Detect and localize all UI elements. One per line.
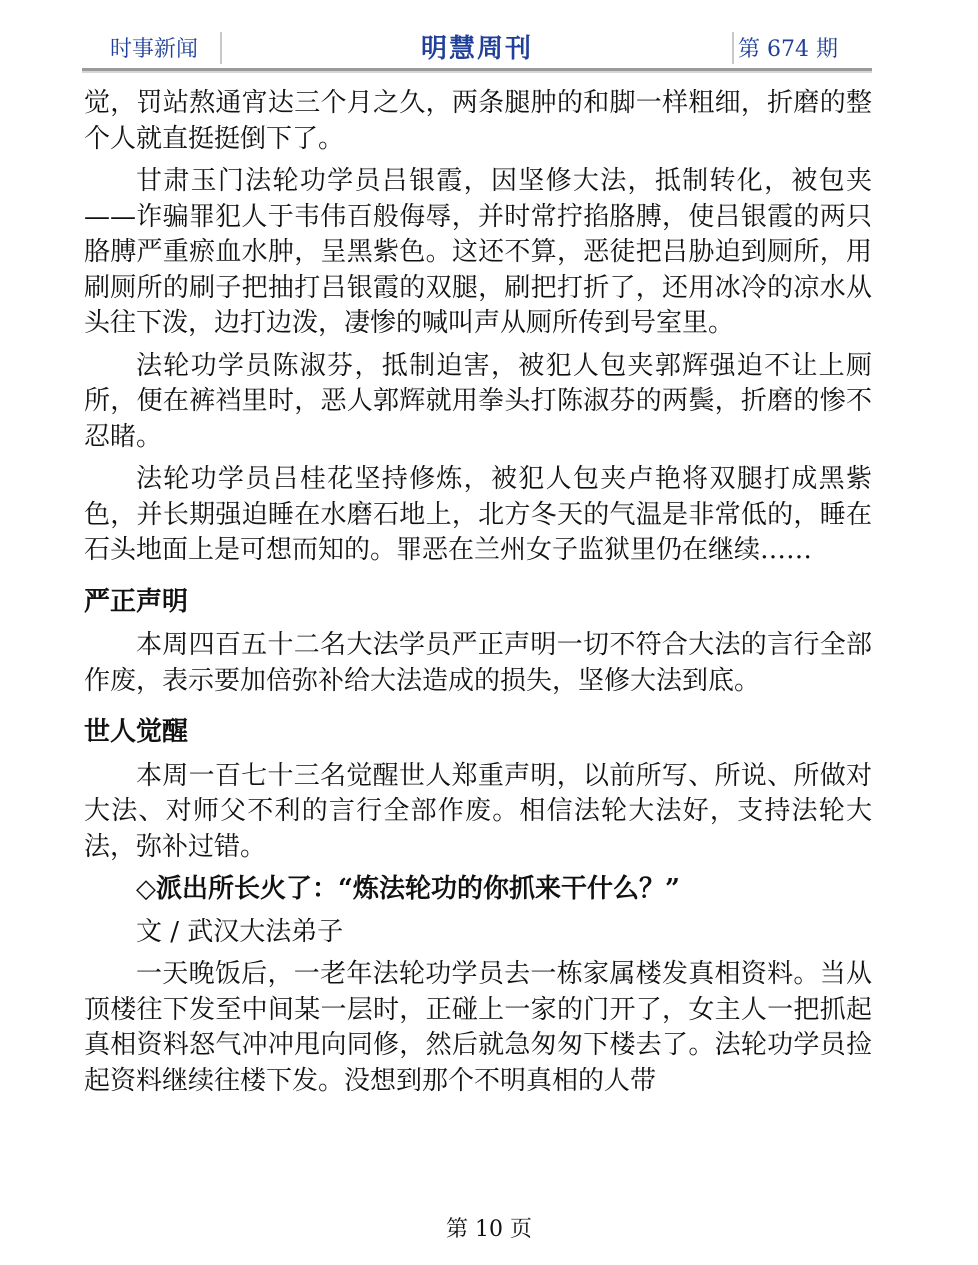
paragraph: 本周一百七十三名觉醒世人郑重声明，以前所写、所说、所做对大法、对师父不利的言行全部作废。相信法轮大法好，支持法轮大法，弥补过错。 xyxy=(84,760,872,862)
paragraph: 法轮功学员吕桂花坚持修炼，被犯人包夹卢艳将双腿打成黑紫色，并长期强迫睡在水磨石地上，北方冬天的气温是非常低的，睡在石头地面上是可想而知的。罪恶在兰州女子监狱里仍在继续…… xyxy=(84,464,872,565)
article-title: ◇派出所长火了：“炼法轮功的你抓来干什么？” xyxy=(136,874,680,904)
paragraph: 甘肃玉门法轮功学员吕银霞，因坚修大法，抵制转化，被包夹——诈骗罪犯人于韦伟百般侮辱，并时常拧掐胳膊，使吕银霞的两只胳膊严重瘀血水肿，呈黑紫色。这还不算，恶徒把吕胁迫到厕所，用刷厕所的刷子把抽打吕银霞的双腿，刷把打折了，还用冰冷的凉水从头往下泼，边打边泼，凄惨的喊叫声从厕所传到号室里。 xyxy=(84,166,872,338)
header-divider-right xyxy=(732,32,734,64)
article-author: 文 / 武汉大法弟子 xyxy=(136,916,344,947)
section-heading: 严正声明 xyxy=(84,586,189,617)
article-body xyxy=(84,86,872,1106)
section-heading: 世人觉醒 xyxy=(84,717,189,747)
publication-title: 明慧周刊 xyxy=(420,34,533,64)
page-header xyxy=(82,22,872,71)
issue-number: 第 674 期 xyxy=(738,37,838,62)
paragraph: 一天晚饭后，一老年法轮功学员去一栋家属楼发真相资料。当从顶楼往下发至中间某一层时，正碰上一家的门开了，女主人一把抓起真相资料怒气冲冲甩向同修，然后就急匆匆下楼去了。法轮功学员捡起资料继续往楼下发。没想到那个不明真相的人带 xyxy=(84,959,872,1096)
paragraph: 本周四百五十二名大法学员严正声明一切不符合大法的言行全部作废，表示要加倍弥补给大法造成的损失，坚修大法到底。 xyxy=(84,630,872,696)
section-label: 时事新闻 xyxy=(110,37,199,62)
paragraph: 法轮功学员陈淑芬，抵制迫害，被犯人包夹郭辉强迫不让上厕所，便在裤裆里时，恶人郭辉就用拳头打陈淑芬的两鬓，折磨的惨不忍睹。 xyxy=(84,350,872,452)
page-number: 第 10 页 xyxy=(446,1217,532,1242)
paragraph: 觉，罚站熬通宵达三个月之久，两条腿肿的和脚一样粗细，折磨的整个人就直挺挺倒下了。 xyxy=(84,88,872,154)
